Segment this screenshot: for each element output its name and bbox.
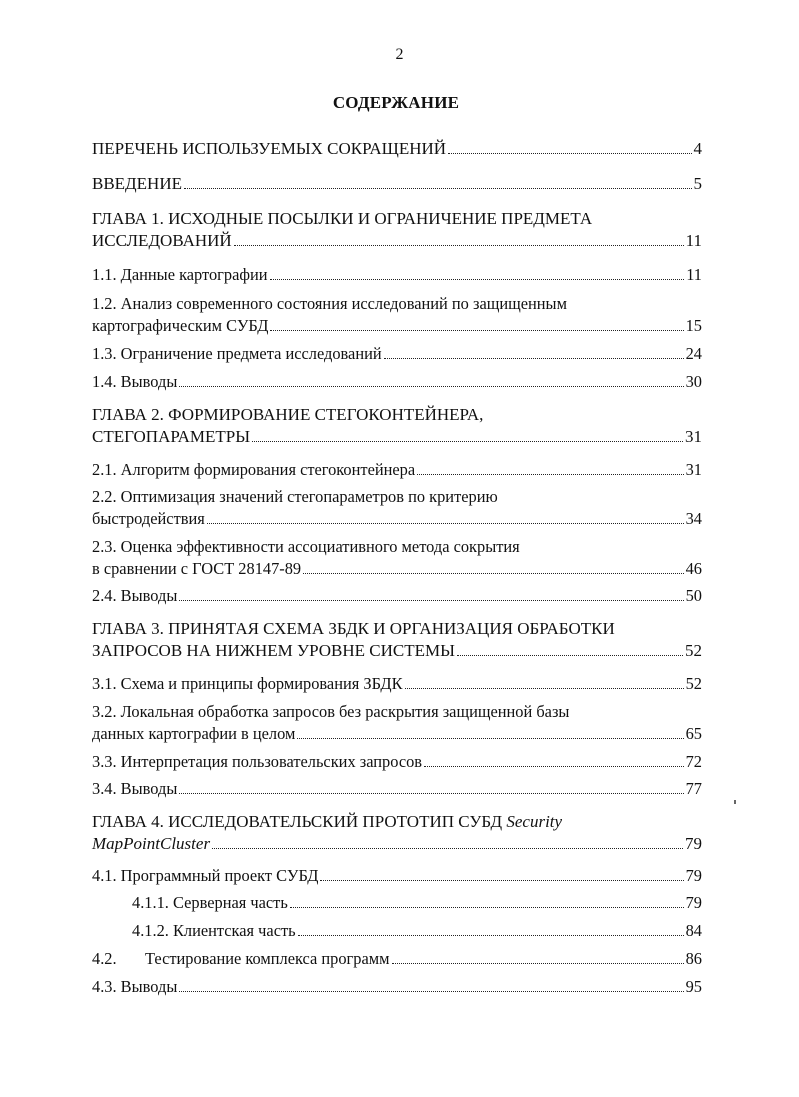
- dot-leader: [212, 848, 683, 849]
- toc-entry-1-1: [92, 264, 702, 286]
- toc-page-number: 50: [685, 586, 702, 605]
- toc-entry-label: 2.1. Алгоритм формирования стегоконтейнера: [92, 460, 416, 479]
- toc-page-number: 31: [685, 460, 702, 479]
- toc-page-number: 65: [685, 724, 702, 743]
- toc-page-number: 46: [685, 559, 702, 578]
- toc-entry-label: 3.1. Схема и принципы формирования ЗБДК: [92, 674, 403, 693]
- toc-entry-label: 4.1. Программный проект СУБД: [92, 866, 319, 885]
- toc-entry-2-3: [92, 536, 702, 580]
- dot-leader: [424, 766, 684, 767]
- toc-entry-4-2: [92, 948, 702, 970]
- dot-leader: [298, 935, 684, 936]
- toc-page-number: 4: [693, 139, 702, 158]
- dot-leader: [179, 793, 683, 794]
- dot-leader: [252, 441, 683, 442]
- toc-entry-label: 3.3. Интерпретация пользовательских запросов: [92, 752, 423, 771]
- toc-page-number: 95: [685, 977, 702, 996]
- toc-page-number: 52: [685, 641, 702, 660]
- dot-leader: [384, 358, 684, 359]
- toc-page-number: 86: [685, 949, 702, 968]
- toc-entry-number: 4.2.: [92, 949, 117, 968]
- toc-entry-label-cont: быстродействия: [92, 509, 205, 528]
- toc-entry-2-2: [92, 486, 702, 530]
- toc-entry-4-1-2: [92, 920, 702, 942]
- toc-entry-label-cont: ЗАПРОСОВ НА НИЖНЕМ УРОВНЕ СИСТЕМЫ: [92, 641, 455, 660]
- dot-leader: [448, 153, 691, 154]
- dot-leader: [179, 600, 683, 601]
- toc-entry-1-2: [92, 293, 702, 337]
- toc-entry-introduction: [92, 173, 702, 195]
- toc-page-number: 30: [685, 372, 702, 391]
- toc-entry-1-4: [92, 371, 702, 393]
- dot-leader: [184, 188, 692, 189]
- toc-entry-label: 4.3. Выводы: [92, 977, 178, 996]
- toc-page-number: 11: [686, 265, 702, 284]
- toc-entry-3-4: [92, 778, 702, 800]
- scan-speck: [734, 800, 736, 804]
- dot-leader: [417, 474, 683, 475]
- toc-entry-3-2: [92, 701, 702, 745]
- toc-entry-chapter-3: [92, 618, 702, 662]
- toc-entry-label: 4.1.2. Клиентская часть: [132, 921, 296, 940]
- dot-leader: [179, 991, 683, 992]
- dot-leader: [270, 279, 685, 280]
- toc-entry-label: ГЛАВА 1. ИСХОДНЫЕ ПОСЫЛКИ И ОГРАНИЧЕНИЕ ПРЕДМЕТА: [92, 209, 593, 228]
- toc-entry-chapter-4: [92, 811, 702, 855]
- toc-entry-4-1-1: [92, 892, 702, 914]
- dot-leader: [234, 245, 684, 246]
- toc-entry-label: ГЛАВА 4. ИССЛЕДОВАТЕЛЬСКИЙ ПРОТОТИП СУБД: [92, 812, 507, 831]
- toc-entry-label-cont: СТЕГОПАРАМЕТРЫ: [92, 427, 251, 446]
- toc-entry-label-italic: Security: [506, 812, 563, 831]
- toc-entry-label: 4.1.1. Серверная часть: [132, 893, 288, 912]
- toc-page-number: 31: [685, 427, 702, 446]
- toc-entry-label: 2.4. Выводы: [92, 586, 178, 605]
- toc-page-number: 15: [685, 316, 702, 335]
- toc-entry-chapter-1: [92, 208, 702, 252]
- page-title: СОДЕРЖАНИЕ: [332, 93, 460, 112]
- toc-entry-label: 2.2. Оптимизация значений стегопараметров по критерию: [92, 487, 498, 506]
- toc-entry-label: Тестирование комплекса программ: [145, 949, 390, 968]
- toc-entry-label-cont: картографическим СУБД: [92, 316, 269, 335]
- toc-entry-4-3: [92, 976, 702, 998]
- toc-page-number: 52: [685, 674, 702, 693]
- dot-leader: [320, 880, 683, 881]
- toc-entry-chapter-2: [92, 404, 702, 448]
- toc-entry-label: 2.3. Оценка эффективности ассоциативного метода сокрытия: [92, 537, 520, 556]
- toc-entry-label: ВВЕДЕНИЕ: [92, 174, 182, 193]
- page-number: 2: [395, 46, 404, 63]
- toc-page-number: 11: [685, 231, 702, 250]
- toc-entry-label: ГЛАВА 2. ФОРМИРОВАНИЕ СТЕГОКОНТЕЙНЕРА,: [92, 405, 484, 424]
- toc-entry-abbreviations: [92, 138, 702, 160]
- toc-entry-2-4: [92, 585, 702, 607]
- toc-entry-label-cont: в сравнении с ГОСТ 28147-89: [92, 559, 302, 578]
- toc-entry-label: 1.2. Анализ современного состояния исследований по защищенным: [92, 294, 567, 313]
- toc-entry-label-cont: данных картографии в целом: [92, 724, 296, 743]
- toc-entry-2-1: [92, 459, 702, 481]
- dot-leader: [179, 386, 683, 387]
- toc-page-number: 5: [693, 174, 702, 193]
- dot-leader: [392, 963, 684, 964]
- toc-entry-label: 1.1. Данные картографии: [92, 265, 268, 284]
- dot-leader: [290, 907, 684, 908]
- toc-entry-3-3: [92, 751, 702, 773]
- toc-page-number: 24: [685, 344, 702, 363]
- toc-entry-4-1: [92, 865, 702, 887]
- dot-leader: [297, 738, 683, 739]
- toc-page-number: 79: [685, 866, 702, 885]
- dot-leader: [270, 330, 683, 331]
- toc-page-number: 79: [685, 834, 702, 853]
- dot-leader: [207, 523, 684, 524]
- dot-leader: [303, 573, 683, 574]
- toc-entry-label-cont: MapPointCluster: [92, 834, 211, 853]
- dot-leader: [405, 688, 684, 689]
- toc-entry-3-1: [92, 673, 702, 695]
- toc-page-number: 34: [685, 509, 702, 528]
- toc-entry-label: ПЕРЕЧЕНЬ ИСПОЛЬЗУЕМЫХ СОКРАЩЕНИЙ: [92, 139, 447, 158]
- toc-entry-label: 3.2. Локальная обработка запросов без раскрытия защищенной базы: [92, 702, 570, 721]
- toc-page-number: 79: [685, 893, 702, 912]
- toc-page-number: 72: [685, 752, 702, 771]
- toc-entry-label: 1.3. Ограничение предмета исследований: [92, 344, 382, 363]
- toc-page-number: 84: [685, 921, 702, 940]
- dot-leader: [457, 655, 683, 656]
- toc-entry-label: ГЛАВА 3. ПРИНЯТАЯ СХЕМА ЗБДК И ОРГАНИЗАЦИЯ ОБРАБОТКИ: [92, 619, 615, 638]
- toc-entry-label: 1.4. Выводы: [92, 372, 178, 391]
- toc-entry-1-3: [92, 343, 702, 365]
- toc-entry-label-cont: ИССЛЕДОВАНИЙ: [92, 231, 232, 250]
- toc-page-number: 77: [685, 779, 702, 798]
- toc-entry-label: 3.4. Выводы: [92, 779, 178, 798]
